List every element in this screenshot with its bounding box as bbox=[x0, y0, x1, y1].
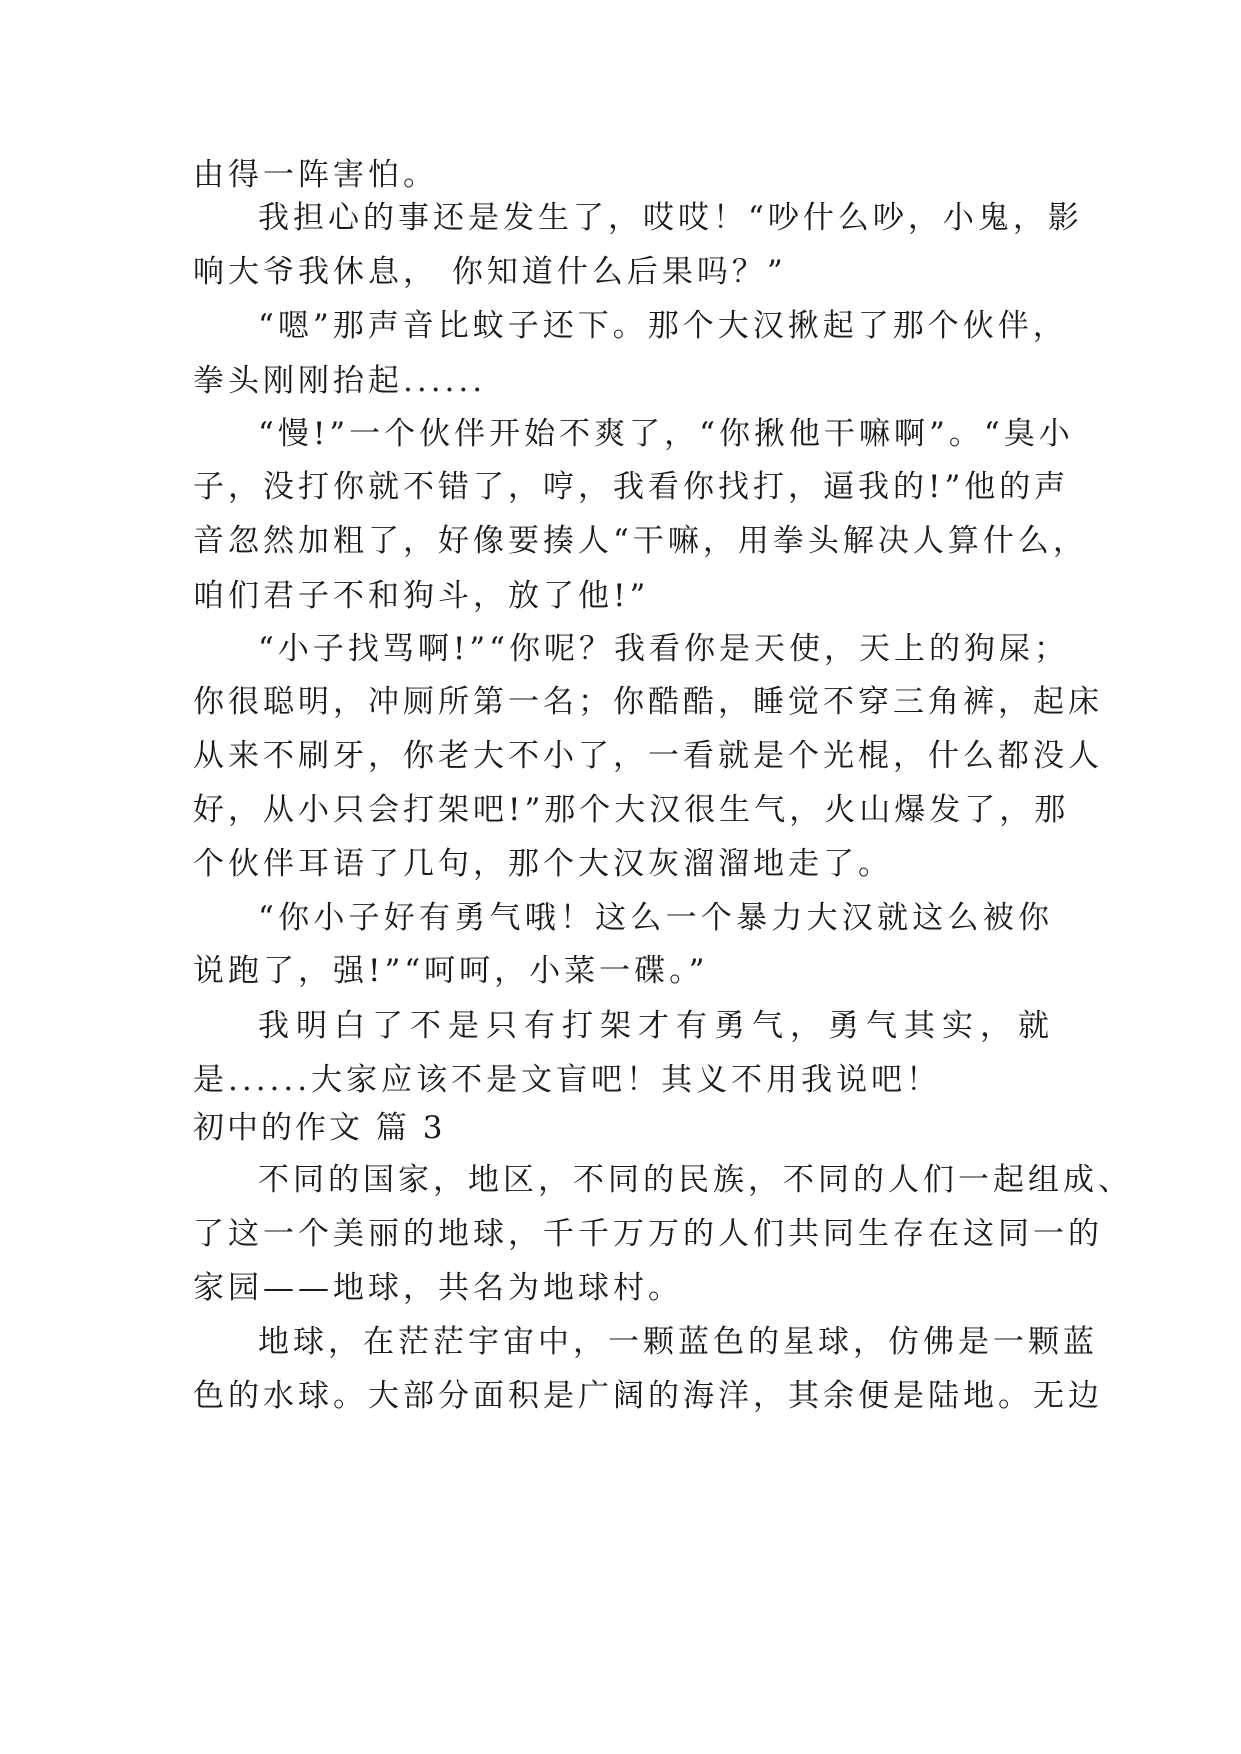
paragraph-line: 说跑了，强!”“呵呵，小菜一碟。” bbox=[193, 953, 709, 989]
paragraph-line: 响大爷我休息， 你知道什么后果吗？” bbox=[193, 254, 787, 290]
paragraph-line: 不同的国家，地区，不同的民族，不同的人们一起组成、 bbox=[258, 1162, 1133, 1198]
paragraph-line: 从来不刷牙，你老大不小了，一看就是个光棍，什么都没人 bbox=[193, 738, 1103, 774]
paragraph-line: “慢!”一个伙伴开始不爽了，“你揪他干嘛啊”。“臭小 bbox=[258, 416, 1074, 452]
paragraph-line: 拳头刚刚抬起...... bbox=[193, 363, 487, 399]
paragraph-line: 好，从小只会打架吧!”那个大汉很生气，火山爆发了，那 bbox=[193, 792, 1070, 828]
paragraph-line: 是......大家应该不是文盲吧！其义不用我说吧！ bbox=[193, 1062, 942, 1098]
paragraph-line: 了这一个美丽的地球，千千万万的人们共同生存在这同一的 bbox=[193, 1216, 1103, 1252]
paragraph-line: “你小子好有勇气哦！这么一个暴力大汉就这么被你 bbox=[258, 900, 1053, 936]
section-heading: 初中的作文 篇 3 bbox=[193, 1110, 446, 1146]
paragraph-line: 我明白了不是只有打架才有勇气，勇气其实，就 bbox=[258, 1008, 1053, 1044]
paragraph-line: “嗯”那声音比蚊子还下。那个大汉揪起了那个伙伴， bbox=[258, 308, 1068, 344]
paragraph-line: 咱们君子不和狗斗，放了他!” bbox=[193, 578, 650, 614]
paragraph-line: 家园——地球，共名为地球村。 bbox=[193, 1270, 683, 1306]
paragraph-line: 你很聪明，冲厕所第一名；你酷酷，睡觉不穿三角裤，起床 bbox=[193, 684, 1103, 720]
paragraph-line: 子，没打你就不错了，哼，我看你找打，逼我的!”他的声 bbox=[193, 469, 1070, 505]
paragraph-line: 色的水球。大部分面积是广阔的海洋，其余便是陆地。无边 bbox=[193, 1378, 1103, 1414]
paragraph-line: 音忽然加粗了，好像要揍人“干嘛，用拳头解决人算什么， bbox=[193, 523, 1088, 559]
paragraph-line: 我担心的事还是发生了，哎哎！“吵什么吵，小鬼，影 bbox=[258, 200, 1083, 236]
paragraph-line: 个伙伴耳语了几句，那个大汉灰溜溜地走了。 bbox=[193, 846, 893, 882]
paragraph-line: “小子找骂啊!”“你呢？我看你是天使，天上的狗屎； bbox=[258, 631, 1069, 667]
paragraph-line: 地球，在茫茫宇宙中，一颗蓝色的星球，仿佛是一颗蓝 bbox=[258, 1324, 1098, 1360]
paragraph-line: 由得一阵害怕。 bbox=[193, 157, 438, 193]
